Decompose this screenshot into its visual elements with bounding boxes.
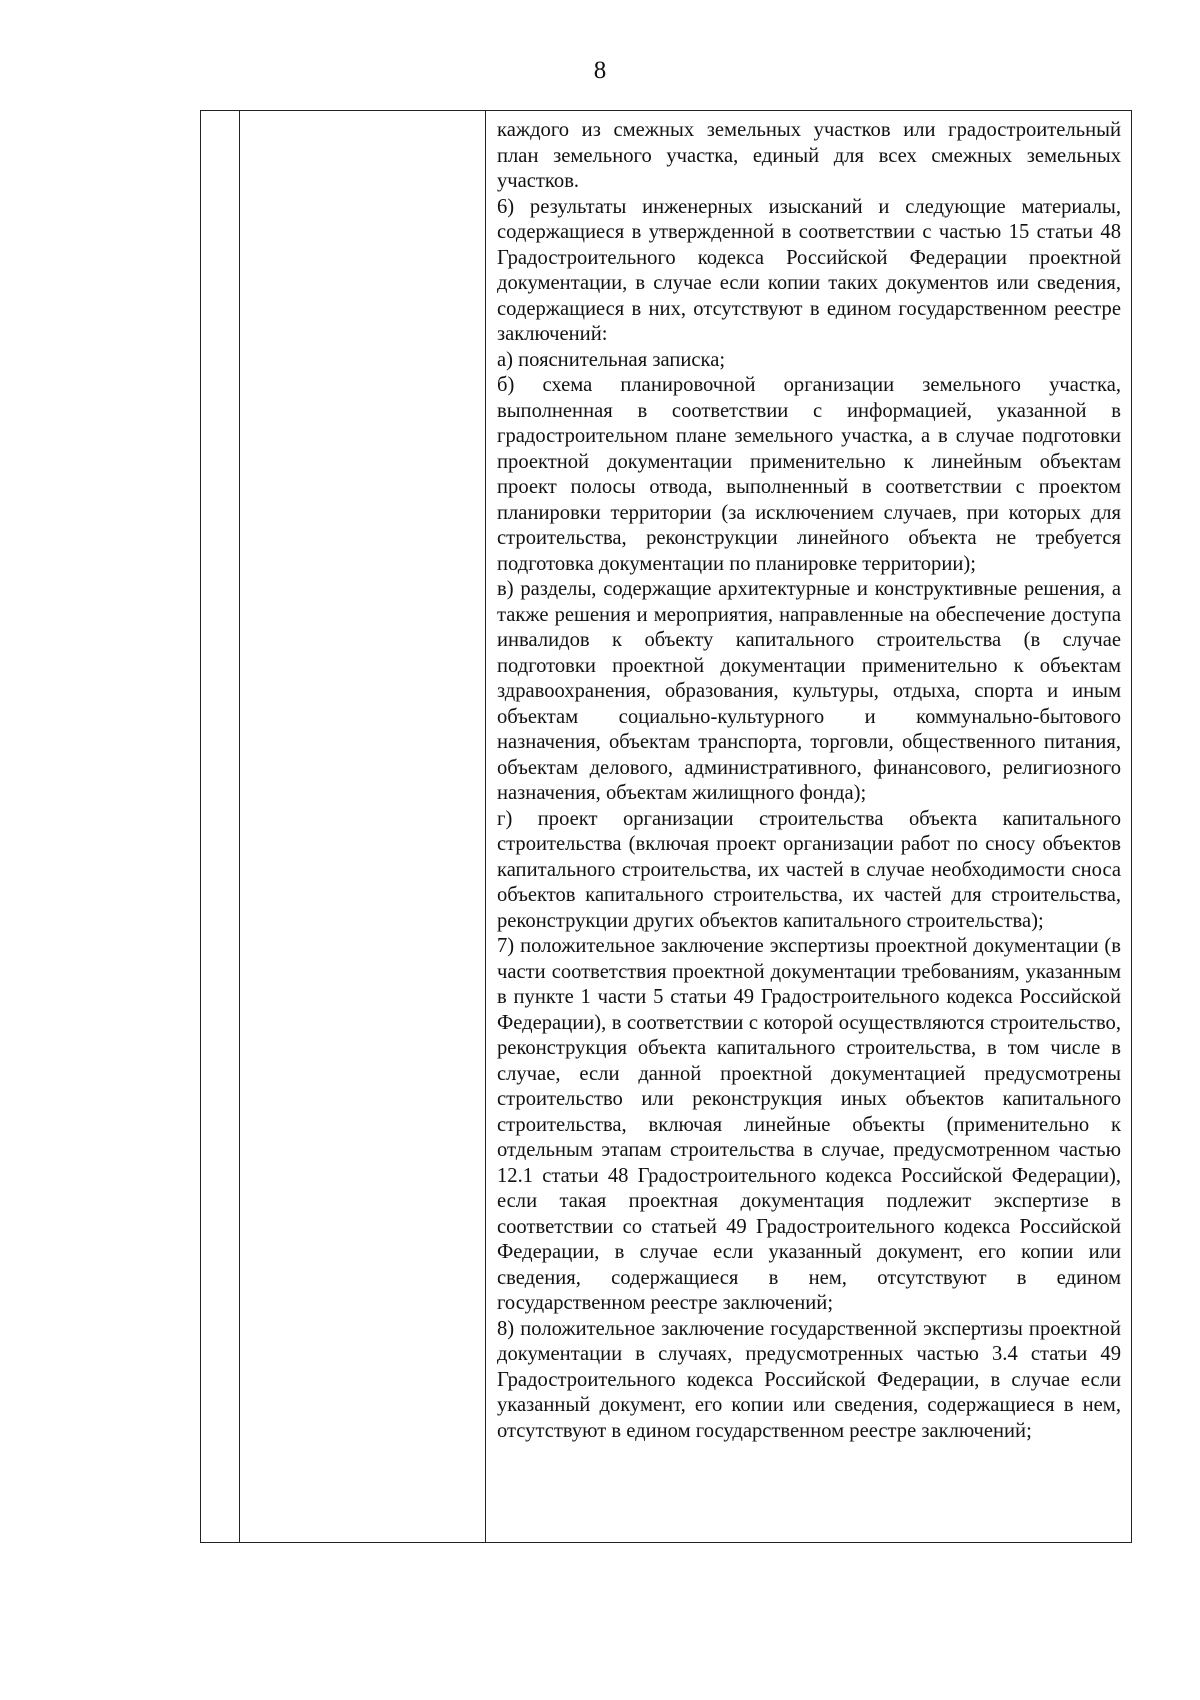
page-number: 8 [593, 57, 607, 84]
paragraph-item-6b: б) схема планировочной организации земельного участка, выполненная в соответствии с информацией, указанной в градостроительном плане земельного участка, а в случае подготовки проектной документации применительно к линейным объектам проект полосы отвода, выполненный в соответствии с проектом планировки территории (за исключением случаев, при которых для строительства, реконструкции линейного объекта не требуется подготовка документации по планировке территории); [497, 374, 1121, 575]
paragraph-item-8: 8) положительное заключение государственной экспертизы проектной документации в случаях, предусмотренных частью 3.4 статьи 49 Градостроительного кодекса Российской Федерации, в случае если указанный документ, его копии или сведения, содержащиеся в нем, отсутствуют в едином государственном реестре заключений; [497, 1317, 1121, 1442]
requirements-table [200, 110, 1132, 1543]
paragraph-item-6g: г) проект организации строительства объекта капитального строительства (включая проект организации работ по сносу объектов капитального строительства, их частей в случае необходимости сноса объектов капитального строительства, их частей для строительства, реконструкции других объектов капитального строительства); [497, 807, 1121, 932]
paragraph-continuation: каждого из смежных земельных участков или градостроительный план земельного участка, единый для всех смежных земельных участков. [497, 119, 1121, 192]
table-cell-content [497, 118, 1121, 1444]
paragraph-item-6: 6) результаты инженерных изысканий и следующие материалы, содержащиеся в утвержденной в соответствии с частью 15 статьи 48 Градостроительного кодекса Российской Федерации проектной документации, в случае если копии таких документов или сведения, содержащиеся в них, отсутствуют в едином государственном реестре заключений: [497, 195, 1121, 345]
table-column-divider-2 [485, 111, 486, 1542]
paragraph-item-6a: а) пояснительная записка; [497, 348, 726, 371]
paragraph-item-7: 7) положительное заключение экспертизы проектной документации (в части соответствия проектной документации требованиям, указанным в пункте 1 части 5 статьи 49 Градостроительного кодекса Российской Федерации), в соответствии с которой осуществляются строительство, реконструкция объекта капитального строительства, в том числе в случае, если данной проектной документацией предусмотрены строительство или реконструкция иных объектов капитального строительства, включая линейные объекты (применительно к отдельным этапам строительства в случае, предусмотренном частью 12.1 статьи 48 Градостроительного кодекса Российской Федерации), если такая проектная документация подлежит экспертизе в соответствии со статьей 49 Градостроительного кодекса Российской Федерации, в случае если указанный документ, его копии или сведения, содержащиеся в нем, отсутствуют в едином государственном реестре заключений; [497, 935, 1121, 1314]
table-column-divider-1 [239, 111, 240, 1542]
paragraph-item-6v: в) разделы, содержащие архитектурные и конструктивные решения, а также решения и мероприятия, направленные на обеспечение доступа инвалидов к объекту капитального строительства (в случае подготовки проектной документации применительно к объектам здравоохранения, образования, культуры, отдыха, спорта и иным объектам социально-культурного и коммунально-бытового назначения, объектам транспорта, торговли, общественного питания, объектам делового, административного, финансового, религиозного назначения, объектам жилищного фонда); [497, 578, 1121, 804]
